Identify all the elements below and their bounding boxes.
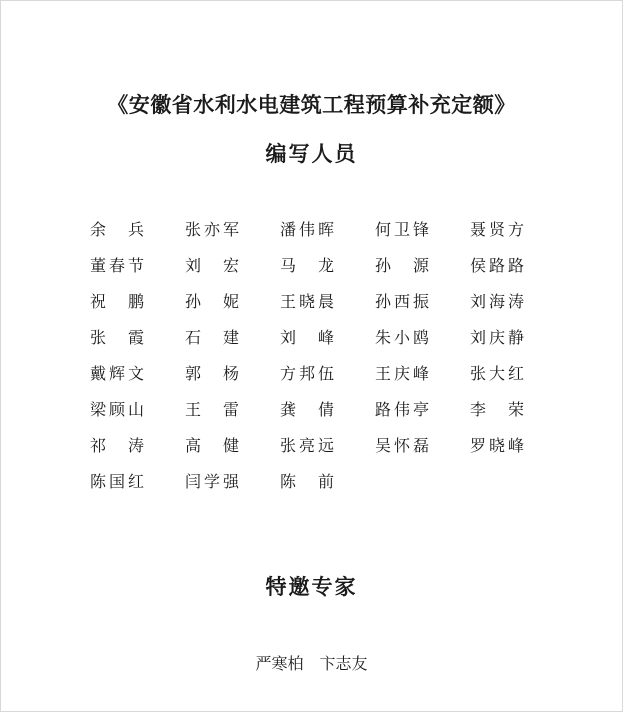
author-name: 孙 妮 bbox=[185, 292, 239, 311]
author-name: 潘伟晖 bbox=[280, 220, 334, 239]
author-name: 马 龙 bbox=[280, 256, 334, 275]
authors-grid bbox=[90, 219, 565, 507]
author-name: 石 建 bbox=[185, 328, 239, 347]
author-name: 刘海涛 bbox=[470, 292, 524, 311]
expert-name: 卞志友 bbox=[319, 654, 368, 673]
author-name: 龚 倩 bbox=[280, 400, 334, 419]
author-name: 罗晓峰 bbox=[470, 436, 524, 455]
author-name: 李 荣 bbox=[470, 400, 524, 419]
author-name: 路伟亭 bbox=[375, 400, 429, 419]
author-name: 张亮远 bbox=[280, 436, 334, 455]
author-name: 祝 鹏 bbox=[90, 292, 144, 311]
author-name: 刘庆静 bbox=[470, 328, 524, 347]
author-name: 张 霞 bbox=[90, 328, 144, 347]
expert-name: 严寒柏 bbox=[255, 654, 304, 673]
author-name: 张亦军 bbox=[185, 220, 239, 239]
experts-list bbox=[1, 651, 622, 674]
author-name: 陈国红 bbox=[90, 472, 144, 491]
author-name: 王庆峰 bbox=[375, 364, 429, 383]
author-name: 高 健 bbox=[185, 436, 239, 455]
author-name: 陈 前 bbox=[280, 472, 334, 491]
author-name: 闫学强 bbox=[185, 472, 239, 491]
author-name: 何卫锋 bbox=[375, 220, 429, 239]
author-name: 郭 杨 bbox=[185, 364, 239, 383]
author-name: 刘 峰 bbox=[280, 328, 334, 347]
author-name: 刘 宏 bbox=[185, 256, 239, 275]
author-name: 戴辉文 bbox=[90, 364, 144, 383]
author-name: 董春节 bbox=[90, 256, 144, 275]
author-name: 王 雷 bbox=[185, 400, 239, 419]
author-name: 孙西振 bbox=[375, 292, 429, 311]
author-name: 梁顾山 bbox=[90, 400, 144, 419]
author-name: 张大红 bbox=[470, 364, 524, 383]
author-name: 祁 涛 bbox=[90, 436, 144, 455]
author-name: 王晓晨 bbox=[280, 292, 334, 311]
author-name: 方邦伍 bbox=[280, 364, 334, 383]
experts-heading: 特邀专家 bbox=[265, 574, 358, 599]
book-title: 《安徽省水利水电建筑工程预算补充定额》 bbox=[107, 92, 516, 117]
authors-heading: 编写人员 bbox=[265, 141, 358, 166]
author-name: 朱小鸥 bbox=[375, 328, 429, 347]
author-name: 吴怀磊 bbox=[375, 436, 429, 455]
author-name: 聂贤方 bbox=[470, 220, 524, 239]
author-name: 余 兵 bbox=[90, 220, 144, 239]
author-name: 侯路路 bbox=[470, 256, 524, 275]
author-name: 孙 源 bbox=[375, 256, 429, 275]
